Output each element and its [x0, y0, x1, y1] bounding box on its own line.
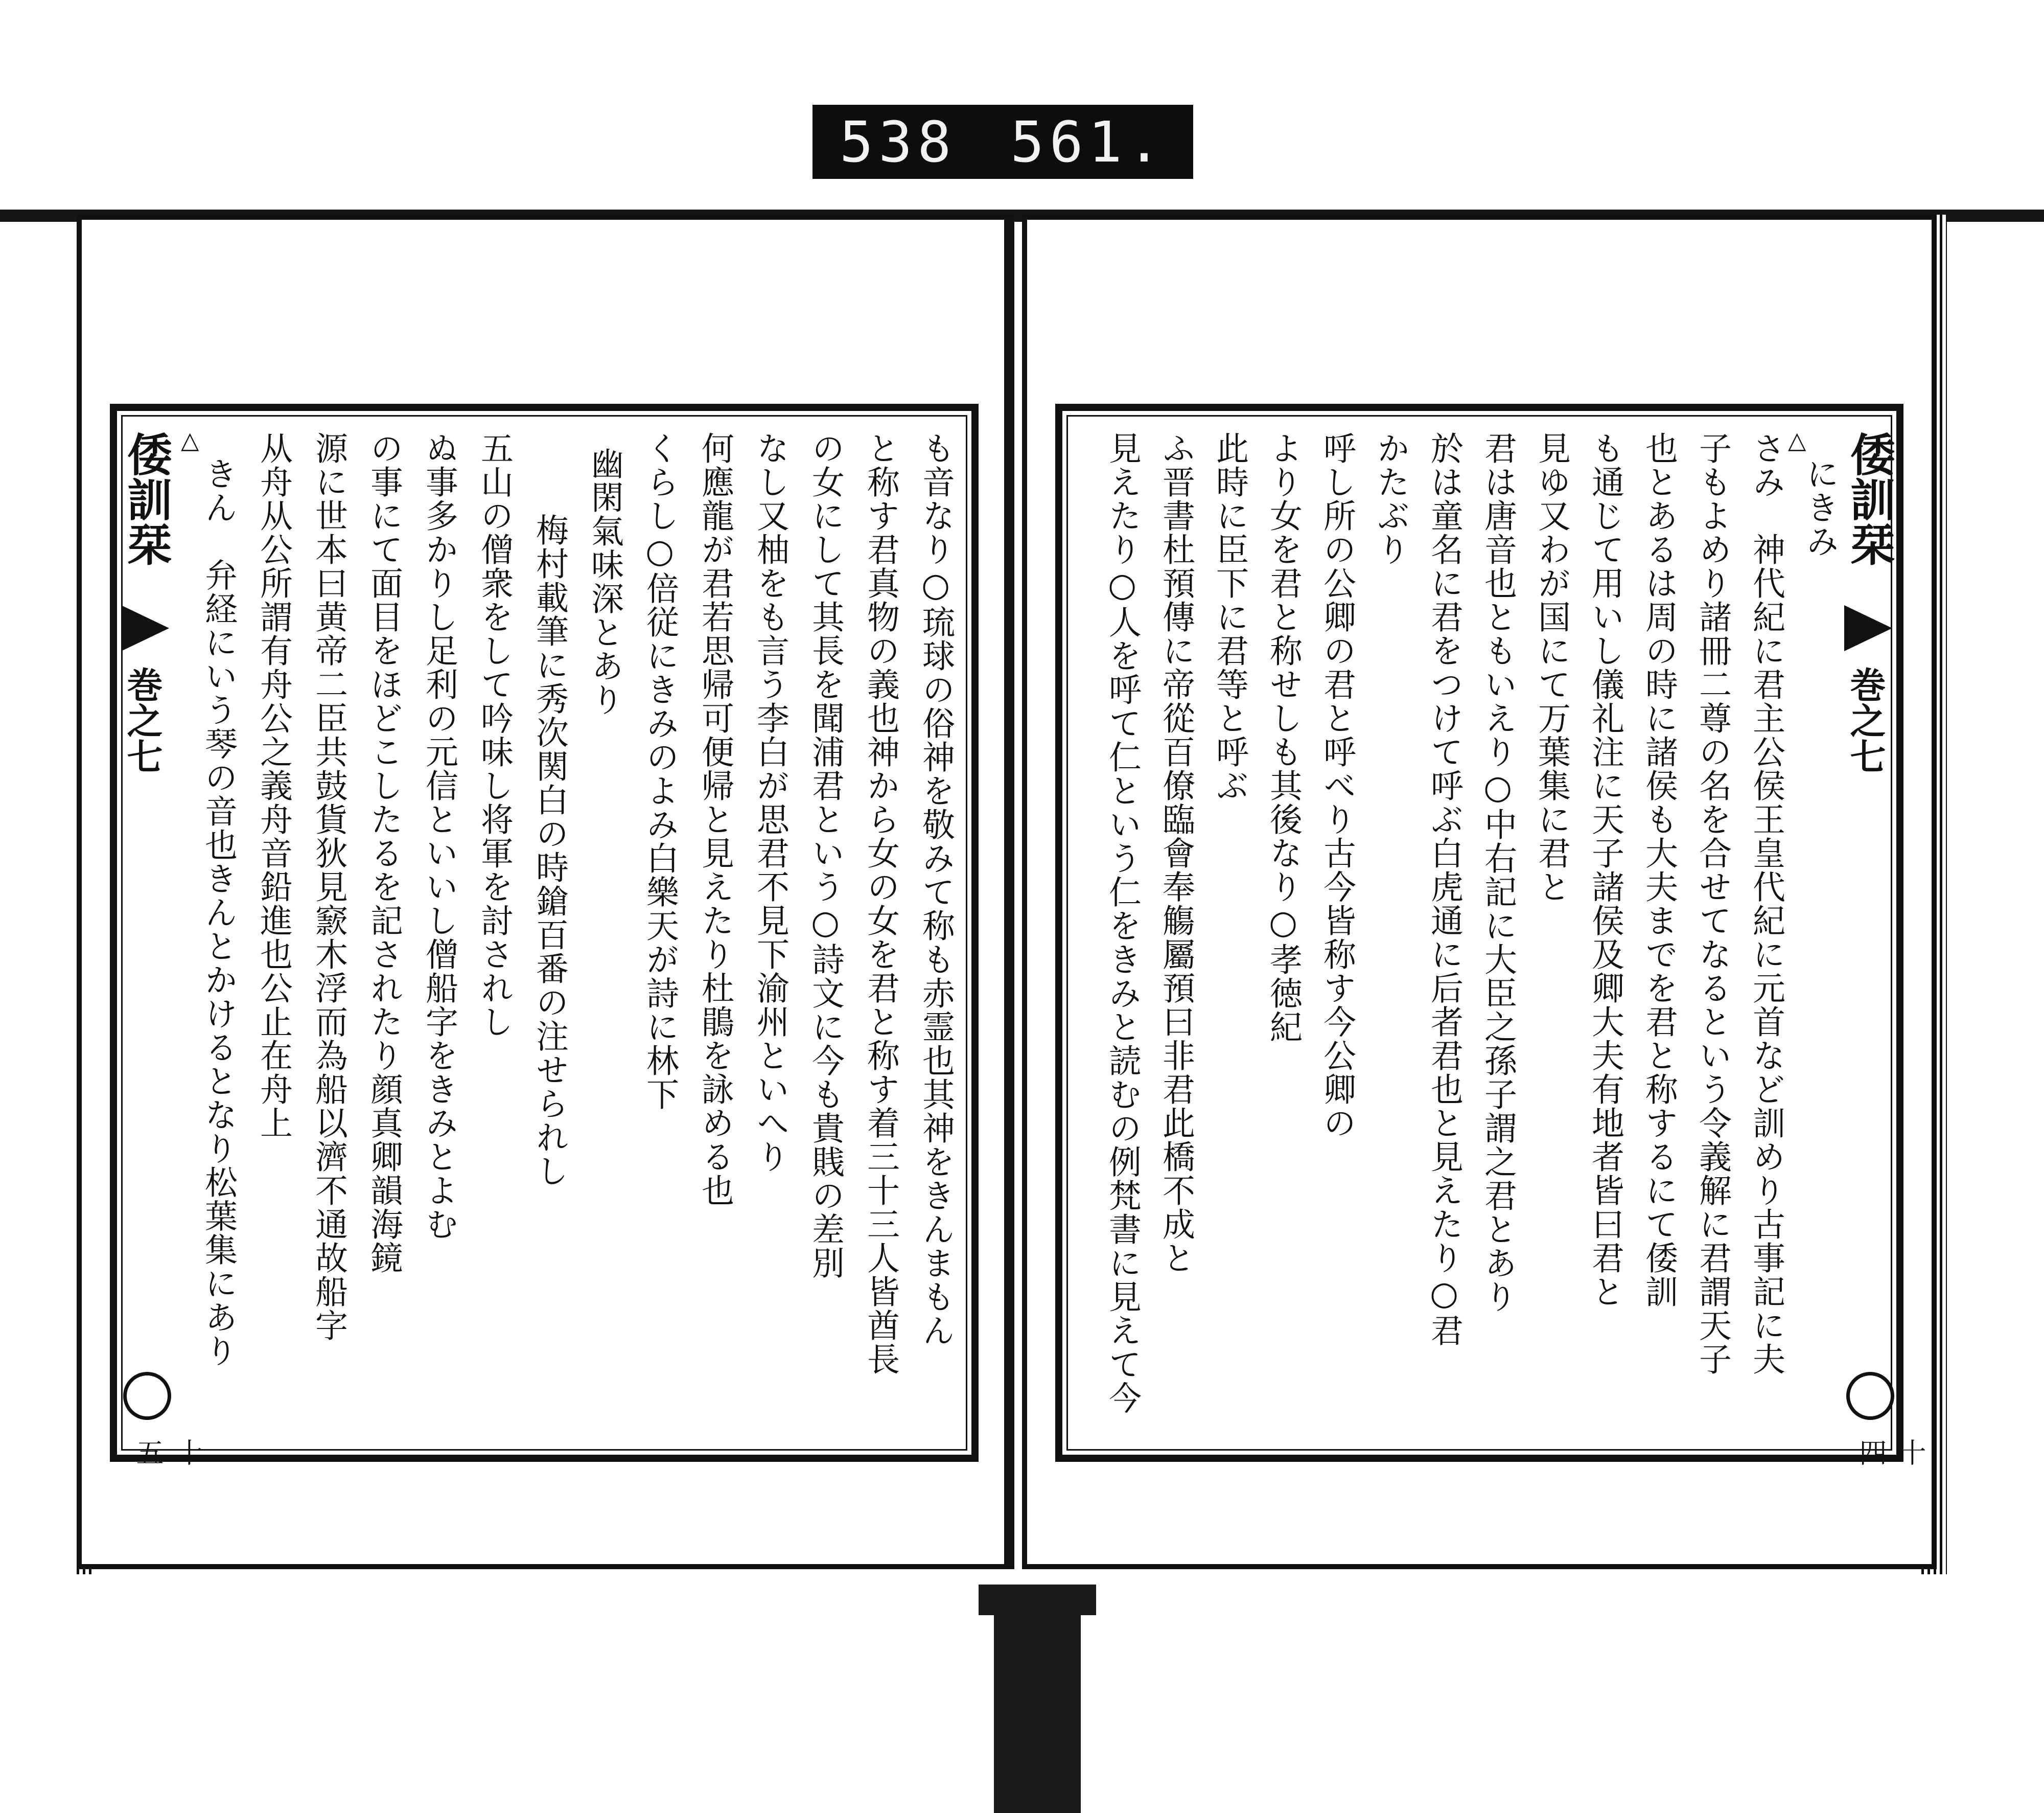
book-spine	[1004, 215, 1014, 1569]
left-folio-circle	[123, 1372, 171, 1420]
left-col-12: 源に世本曰黄帝二臣共鼓貨狄見窾木浮而為船以濟不通故船字	[310, 431, 347, 1342]
left-entry-marker: △	[181, 426, 199, 454]
left-col-7: 幽閑氣味深とあり	[586, 447, 623, 717]
left-col-6: くらし○倍従にきみのよみ白樂天が詩に林下	[641, 431, 679, 1111]
left-col-2: と称す君真物の義也神から女の女を君と称す着三十三人皆酋長	[862, 431, 899, 1376]
right-col-2: さみ 神代紀に君主公侯王皇代紀に元首など訓めり古事記に夫	[1747, 431, 1785, 1376]
right-text-frame	[1055, 404, 1926, 1466]
left-col-10: ぬ事多かりし足利の元信といいし僧船字をきみとよむ	[420, 431, 458, 1241]
right-col-4: 也とあるは周の時に諸侯も大夫までを君と称するにて倭訓	[1640, 431, 1678, 1309]
right-col-5: も通じて用いし儀礼注に天子諸侯及卿大夫有地者皆曰君と	[1586, 431, 1624, 1309]
left-col-14: きん 弁経にいう琴の音也きんとかけるとなり松葉集にあり	[199, 457, 237, 1368]
label-left-number: 538	[839, 109, 957, 175]
right-col-10: 呼し所の公卿の君と呼べり古今皆称す今公卿の	[1318, 431, 1356, 1140]
left-page-volume: 巻之七	[121, 667, 164, 774]
left-text-frame	[110, 404, 979, 1466]
left-col-9: 五山の僧衆をして吟味し将軍を討されし	[475, 431, 513, 1039]
right-title-band	[1840, 411, 1926, 1466]
right-page	[1022, 215, 1937, 1569]
right-col-13: ふ晋書杜預傳に帝從百僚臨會奉觴屬預曰非君此橋不成と	[1157, 431, 1195, 1275]
right-col-11: より女を君と称せしも其後なり○孝徳紀	[1264, 431, 1302, 1044]
left-page-folio: 十五	[132, 1438, 203, 1466]
right-col-12: 此時に臣下に君等と呼ぶ	[1211, 431, 1248, 802]
left-band-tab	[121, 605, 169, 651]
left-col-4: なし又柚をも言う李白が思君不見下渝州といへり	[751, 431, 789, 1174]
left-col-8: 梅村載筆に秀次関白の時鎗百番の注せられし	[530, 513, 568, 1188]
right-col-7: 君は唐音也ともいえり○中右記に大臣之孫子謂之君とあり	[1479, 431, 1517, 1314]
right-col-9: かたぶり	[1372, 431, 1409, 566]
right-page-volume: 巻之七	[1844, 667, 1887, 774]
left-page-title: 倭訓栞	[120, 431, 173, 566]
label-right-number: 561.	[1010, 109, 1167, 175]
right-col-8: 於は童名に君をつけて呼ぶ白虎通に后者君也と見えたり○君	[1425, 431, 1463, 1347]
left-title-band	[117, 411, 203, 1466]
spine-bottom-band	[994, 1585, 1081, 1813]
right-folio-circle	[1846, 1372, 1894, 1420]
right-entry-marker: △	[1788, 426, 1806, 454]
left-col-3: の女にして其長を聞浦君という○詩文に今も貴賎の差別	[806, 431, 844, 1280]
right-col-6: 見ゆ又わが国にて万葉集に君と	[1532, 431, 1570, 904]
left-col-1: も音なり○琉球の俗神を敬みて称も赤霊也其神をきんまもん	[917, 431, 955, 1347]
catalog-label	[812, 105, 1193, 179]
left-col-11: の事にて面目をほどこしたるを記されたり顔真卿韻海鏡	[365, 431, 403, 1275]
right-col-3: 子もよめり諸冊二尊の名を合せてなるという令義解に君謂天子	[1693, 431, 1731, 1376]
left-col-13: 从舟从公所謂有舟公之義舟音鉛進也公止在舟上	[254, 431, 292, 1140]
right-page-title: 倭訓栞	[1843, 431, 1896, 566]
left-page	[77, 215, 1012, 1569]
right-col-14: 見えたり○人を呼て仁という仁をきみと読むの例梵書に見えて今	[1103, 431, 1141, 1415]
left-col-5: 何應龍が君若思帰可便帰と見えたり杜鵑を詠める也	[696, 431, 734, 1207]
right-band-tab	[1844, 605, 1892, 651]
right-page-folio: 十四	[1855, 1438, 1926, 1466]
right-col-1: にきみ	[1801, 457, 1839, 558]
